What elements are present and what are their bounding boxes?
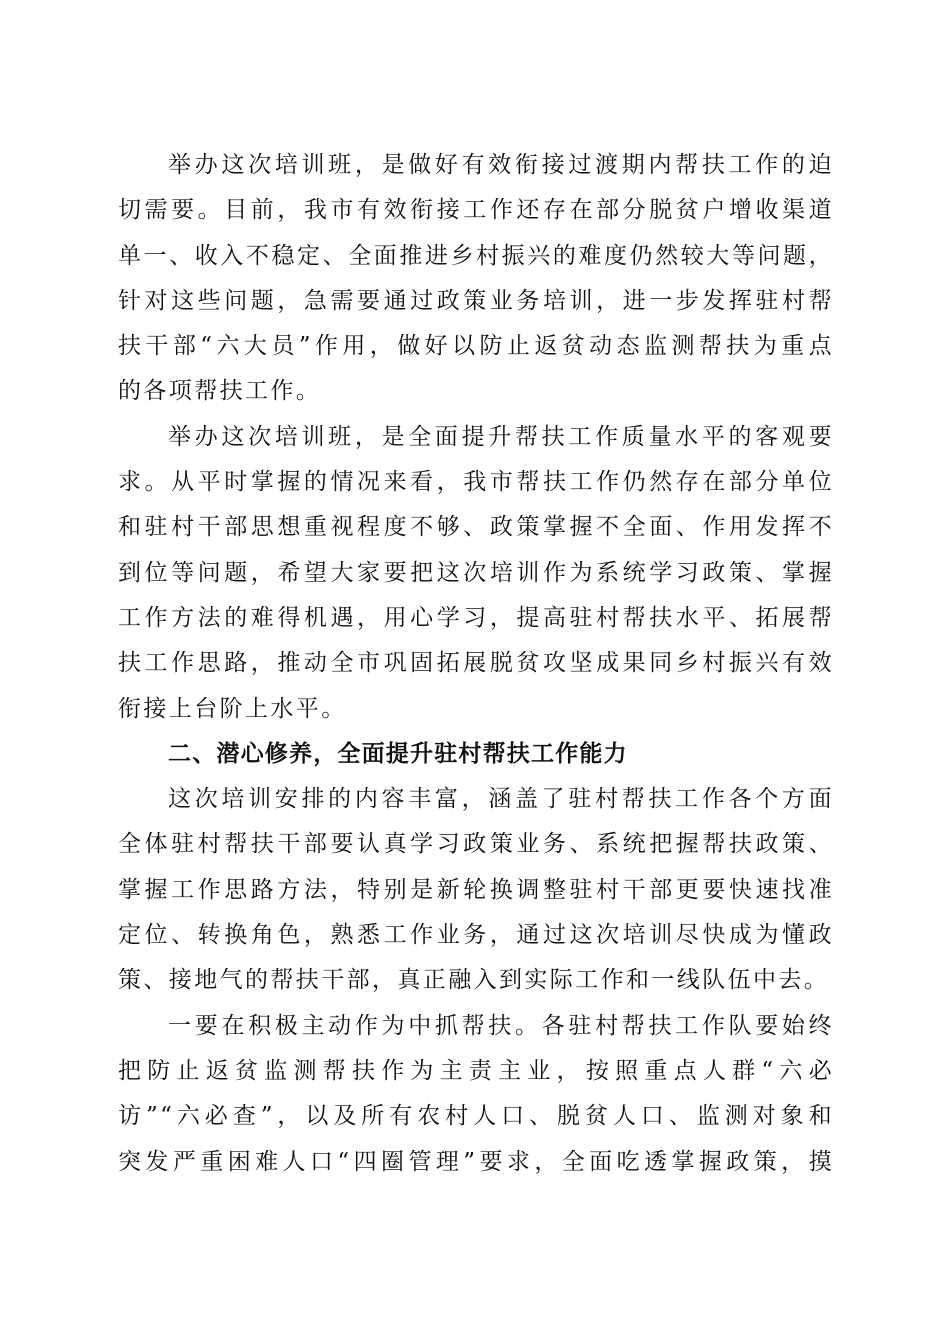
text-line: 切需要。目前，我市有效衔接工作还存在部分脱贫户增收渠道 <box>118 197 834 224</box>
text-line: 求。从平时掌握的情况来看，我市帮扶工作仍然存在部分单位 <box>118 469 834 496</box>
text-line: 一要在积极主动作为中抓帮扶。各驻村帮扶工作队要始终 <box>168 1012 834 1039</box>
text-line: 针对这些问题，急需要通过政策业务培训，进一步发挥驻村帮 <box>118 287 834 314</box>
text-line: 这次培训安排的内容丰富，涵盖了驻村帮扶工作各个方面 <box>168 786 834 813</box>
text-line: 的各项帮扶工作。 <box>118 378 322 405</box>
text-line: 举办这次培训班，是做好有效衔接过渡期内帮扶工作的迫 <box>168 152 834 178</box>
text-line: 全体驻村帮扶干部要认真学习政策业务、系统把握帮扶政策、 <box>118 831 834 858</box>
text-line: 掌握工作思路方法，特别是新轮换调整驻村干部更要快速找准 <box>118 876 834 903</box>
text-line: 扶干部“六大员”作用，做好以防止返贫动态监测帮扶为重点 <box>118 333 834 360</box>
text-line: 定位、转换角色，熟悉工作业务，通过这次培训尽快成为懂政 <box>118 922 834 949</box>
text-line: 到位等问题，希望大家要把这次培训作为系统学习政策、掌握 <box>118 559 834 586</box>
text-line: 扶工作思路，推动全市巩固拓展脱贫攻坚成果同乡村振兴有效 <box>118 650 834 677</box>
paragraph-2 <box>118 415 834 732</box>
text-line: 把防止返贫监测帮扶作为主责主业，按照重点人群“六必 <box>118 1057 834 1084</box>
text-line: 衔接上台阶上水平。 <box>118 695 347 722</box>
text-line: 工作方法的难得机遇，用心学习，提高驻村帮扶水平、拓展帮 <box>118 604 834 631</box>
paragraph-4 <box>118 1004 834 1185</box>
paragraph-1 <box>118 143 834 415</box>
text-line: 举办这次培训班，是全面提升帮扶工作质量水平的客观要 <box>168 423 834 450</box>
paragraph-3 <box>118 777 834 1003</box>
text-line: 访”“六必查”，以及所有农村人口、脱贫人口、监测对象和 <box>118 1103 834 1130</box>
text-line: 单一、收入不稳定、全面推进乡村振兴的难度仍然较大等问题， <box>118 242 834 269</box>
text-line: 和驻村干部思想重视程度不够、政策掌握不全面、作用发挥不 <box>118 514 834 541</box>
text-line: 突发严重困难人口“四圈管理”要求，全面吃透掌握政策，摸 <box>118 1148 834 1175</box>
document-body <box>118 143 834 1185</box>
section-heading: 二、潜心修养，全面提升驻村帮扶工作能力 <box>168 740 628 767</box>
text-line: 策、接地气的帮扶干部，真正融入到实际工作和一线队伍中去。 <box>118 967 830 994</box>
